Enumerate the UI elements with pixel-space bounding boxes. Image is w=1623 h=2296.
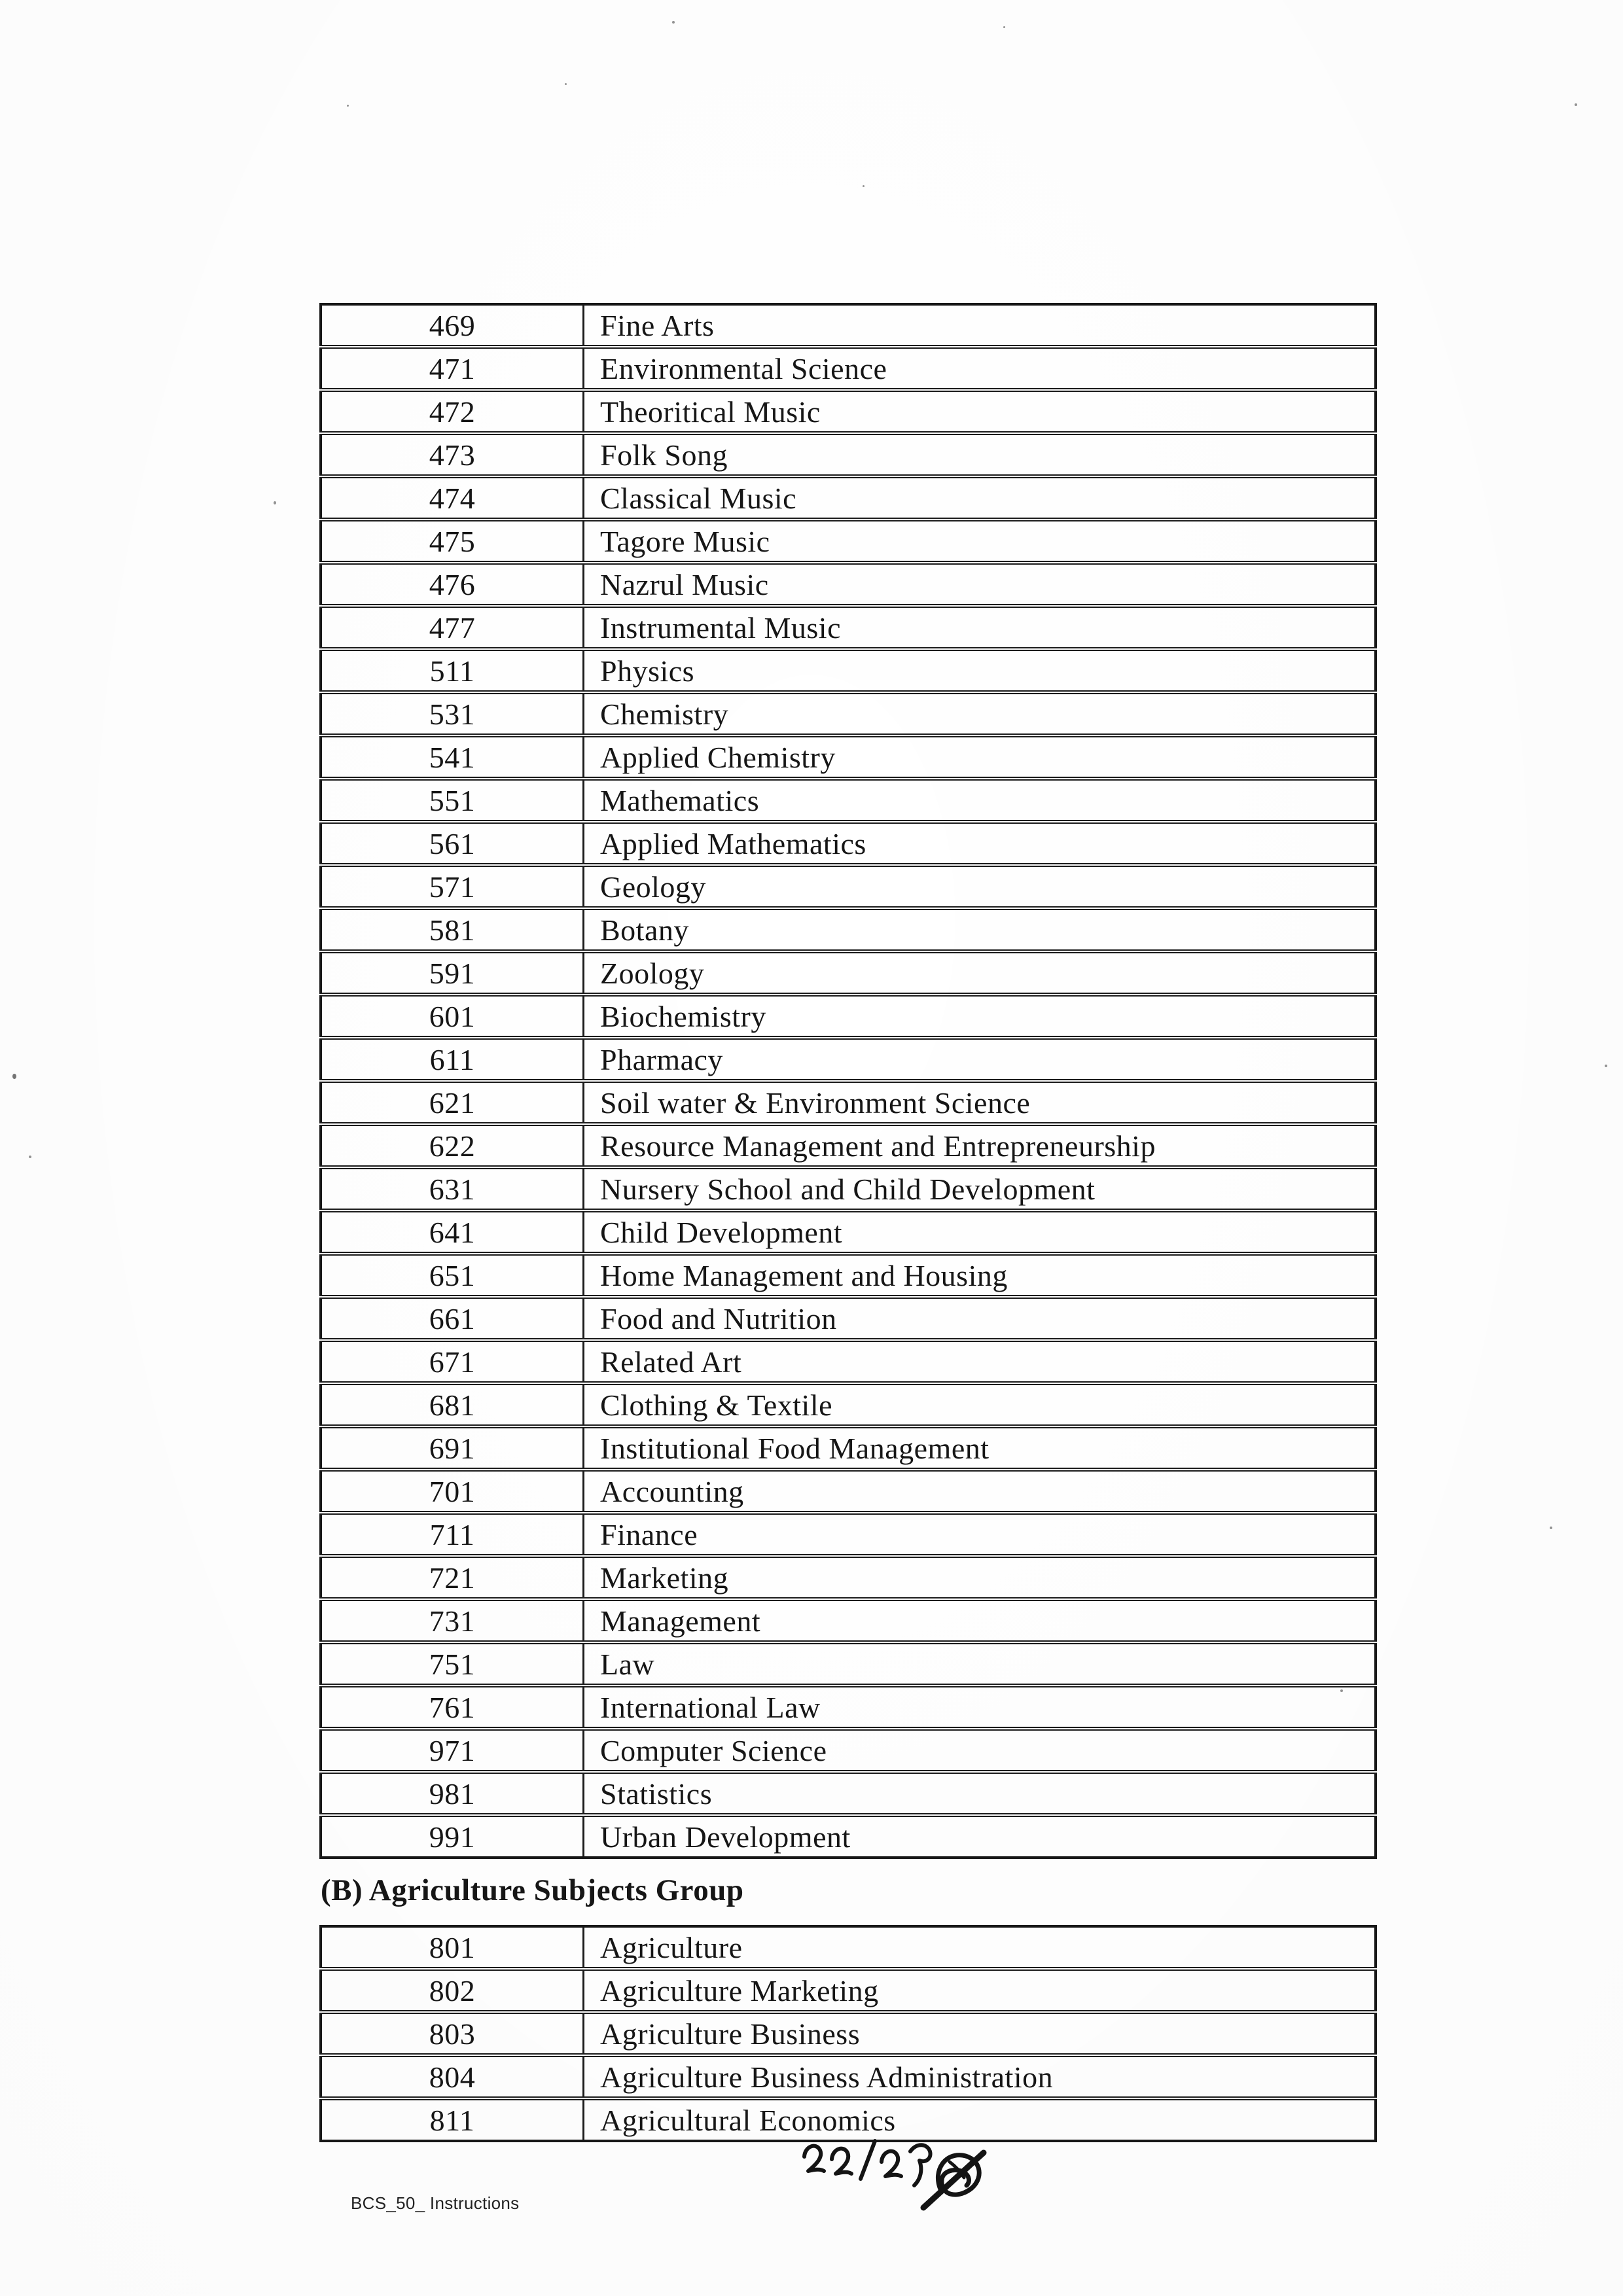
handwritten-page-mark-and-signature	[795, 2132, 991, 2217]
subject-code-cell: 661	[321, 1297, 584, 1340]
subject-name-cell: Nazrul Music	[584, 563, 1376, 606]
subject-name-cell: Instrumental Music	[584, 606, 1376, 649]
subject-name-cell: Agricultural Economics	[600, 2103, 896, 2137]
subject-name-cell: Agriculture Business Administration	[584, 2055, 1376, 2098]
subject-name-cell: International Law	[584, 1686, 1376, 1729]
subject-code-cell: 651	[321, 1254, 584, 1297]
subject-code-cell: 473	[321, 433, 584, 476]
scan-speck	[1340, 1689, 1343, 1692]
subject-code-cell: 591	[321, 951, 584, 995]
subject-code-cell: 803	[321, 2012, 584, 2055]
subject-name-cell: Clothing & Textile	[584, 1383, 1376, 1426]
subject-name-cell: Food and Nutrition	[584, 1297, 1376, 1340]
table-row	[321, 1729, 1376, 1772]
subject-name-cell: Soil water & Environment Science	[584, 1081, 1376, 1124]
scan-speck	[1575, 103, 1577, 106]
subject-name-cell: Zoology	[584, 951, 1376, 995]
subject-name-cell: Computer Science	[584, 1729, 1376, 1772]
table-row	[321, 1210, 1376, 1254]
subject-code-cell: 541	[321, 735, 584, 779]
scan-speck	[672, 21, 675, 24]
table-row	[321, 1470, 1376, 1513]
subject-code-cell: 581	[321, 908, 584, 951]
table-row	[321, 1081, 1376, 1124]
table-row	[321, 951, 1376, 995]
table-row	[321, 1926, 1376, 1969]
subject-name-cell: Applied Mathematics	[584, 822, 1376, 865]
subject-name-cell: Tagore Music	[584, 520, 1376, 563]
table-row	[321, 649, 1376, 692]
subject-name-cell: Statistics	[584, 1772, 1376, 1815]
table-row	[321, 1815, 1376, 1858]
subject-code-cell: 761	[321, 1686, 584, 1729]
subject-code-cell: 469	[321, 304, 584, 347]
subject-code-cell: 701	[321, 1470, 584, 1513]
table-row	[321, 2012, 1376, 2055]
table-row	[321, 1556, 1376, 1599]
subject-code-cell: 991	[321, 1815, 584, 1858]
subject-code-cell: 472	[321, 390, 584, 433]
table-row	[321, 908, 1376, 951]
subject-code-cell: 476	[321, 563, 584, 606]
subject-code-cell: 571	[321, 865, 584, 908]
subject-name-cell: Resource Management and Entrepreneurship	[584, 1124, 1376, 1167]
table-row	[321, 606, 1376, 649]
subject-code-cell: 531	[321, 692, 584, 735]
subject-name-cell: Institutional Food Management	[584, 1426, 1376, 1470]
subject-code-cell: 475	[321, 520, 584, 563]
subject-code-cell: 477	[321, 606, 584, 649]
subject-code-cell: 981	[321, 1772, 584, 1815]
footer-filename: BCS_50_ Instructions	[351, 2193, 520, 2213]
table-row	[321, 1383, 1376, 1426]
table-row	[321, 304, 1376, 347]
subject-code-cell: 801	[321, 1926, 584, 1969]
subject-name-cell: Agriculture Business	[584, 2012, 1376, 2055]
table-row	[321, 2055, 1376, 2098]
subject-code-cell: 511	[321, 649, 584, 692]
subject-code-cell: 611	[321, 1038, 584, 1081]
scan-speck	[347, 105, 349, 107]
table-row	[321, 735, 1376, 779]
subject-code-cell: 802	[321, 1969, 584, 2012]
subject-code-cell: 711	[321, 1513, 584, 1556]
table-row	[321, 995, 1376, 1038]
subject-code-cell: 631	[321, 1167, 584, 1210]
scan-speck	[863, 185, 865, 187]
subject-name-cell: Pharmacy	[584, 1038, 1376, 1081]
table-row	[321, 1969, 1376, 2012]
table-row	[321, 476, 1376, 520]
subject-name-cell: Fine Arts	[584, 304, 1376, 347]
table-row	[321, 1686, 1376, 1729]
subject-code-cell: 681	[321, 1383, 584, 1426]
scan-speck	[1550, 1527, 1552, 1529]
scan-speck	[29, 1156, 31, 1158]
subject-name-cell: Environmental Science	[584, 347, 1376, 390]
table-row	[321, 1167, 1376, 1210]
subject-name-cell: Agriculture	[584, 1926, 1376, 1969]
table-row	[321, 347, 1376, 390]
subject-name-cell: Mathematics	[584, 779, 1376, 822]
table-row	[321, 1426, 1376, 1470]
subject-name-cell: Finance	[584, 1513, 1376, 1556]
table-row	[321, 865, 1376, 908]
scan-speck	[274, 501, 276, 504]
table-row	[321, 692, 1376, 735]
table-row	[321, 1297, 1376, 1340]
table-row	[321, 390, 1376, 433]
subject-name-cell: Home Management and Housing	[584, 1254, 1376, 1297]
scan-speck	[1605, 1065, 1607, 1067]
table-row	[321, 1038, 1376, 1081]
subject-name-cell: Theoritical Music	[584, 390, 1376, 433]
subject-code-cell: 804	[321, 2055, 584, 2098]
subject-code-cell: 731	[321, 1599, 584, 1642]
table-row	[321, 1124, 1376, 1167]
subject-code-cell: 811	[321, 2098, 584, 2141]
subject-code-cell: 721	[321, 1556, 584, 1599]
subject-code-cell: 691	[321, 1426, 584, 1470]
table-row	[321, 779, 1376, 822]
table-row	[321, 520, 1376, 563]
subject-code-cell: 971	[321, 1729, 584, 1772]
agriculture-subjects-table	[319, 1925, 1377, 2142]
scan-speck	[1003, 26, 1005, 28]
subject-name-cell: Related Art	[584, 1340, 1376, 1383]
subject-code-cell: 671	[321, 1340, 584, 1383]
subject-code-cell: 622	[321, 1124, 584, 1167]
subject-code-cell: 551	[321, 779, 584, 822]
subject-name-cell: Physics	[584, 649, 1376, 692]
table-row	[321, 1340, 1376, 1383]
subject-code-cell: 751	[321, 1642, 584, 1686]
subject-name-cell: Folk Song	[584, 433, 1376, 476]
subject-name-cell: Agriculture Marketing	[584, 1969, 1376, 2012]
table-row	[321, 1599, 1376, 1642]
table-row	[321, 822, 1376, 865]
subject-name-cell: Chemistry	[584, 692, 1376, 735]
subject-name-cell: Law	[584, 1642, 1376, 1686]
table-row	[321, 433, 1376, 476]
table-row	[321, 563, 1376, 606]
subject-name-cell: Classical Music	[584, 476, 1376, 520]
subject-name-cell: Urban Development	[600, 1820, 851, 1854]
subject-name-cell: Applied Chemistry	[584, 735, 1376, 779]
subject-code-cell: 471	[321, 347, 584, 390]
scan-speck	[12, 1074, 16, 1079]
subject-code-cell: 561	[321, 822, 584, 865]
subject-name-cell: Marketing	[584, 1556, 1376, 1599]
subject-code-cell: 641	[321, 1210, 584, 1254]
subjects-table	[319, 303, 1377, 1859]
table-row	[321, 1642, 1376, 1686]
subject-code-cell: 601	[321, 995, 584, 1038]
subject-name-cell: Accounting	[584, 1470, 1376, 1513]
table-row	[321, 1513, 1376, 1556]
scan-speck	[565, 83, 567, 85]
subject-code-cell: 474	[321, 476, 584, 520]
subject-name-cell: Child Development	[584, 1210, 1376, 1254]
table-row	[321, 1772, 1376, 1815]
subject-name-cell: Geology	[584, 865, 1376, 908]
subject-name-cell: Management	[584, 1599, 1376, 1642]
section-b-heading: (B) Agriculture Subjects Group	[321, 1873, 744, 1907]
subject-name-cell: Biochemistry	[584, 995, 1376, 1038]
subject-code-cell: 621	[321, 1081, 584, 1124]
subject-name-cell: Botany	[584, 908, 1376, 951]
table-row	[321, 1254, 1376, 1297]
subject-name-cell: Nursery School and Child Development	[584, 1167, 1376, 1210]
